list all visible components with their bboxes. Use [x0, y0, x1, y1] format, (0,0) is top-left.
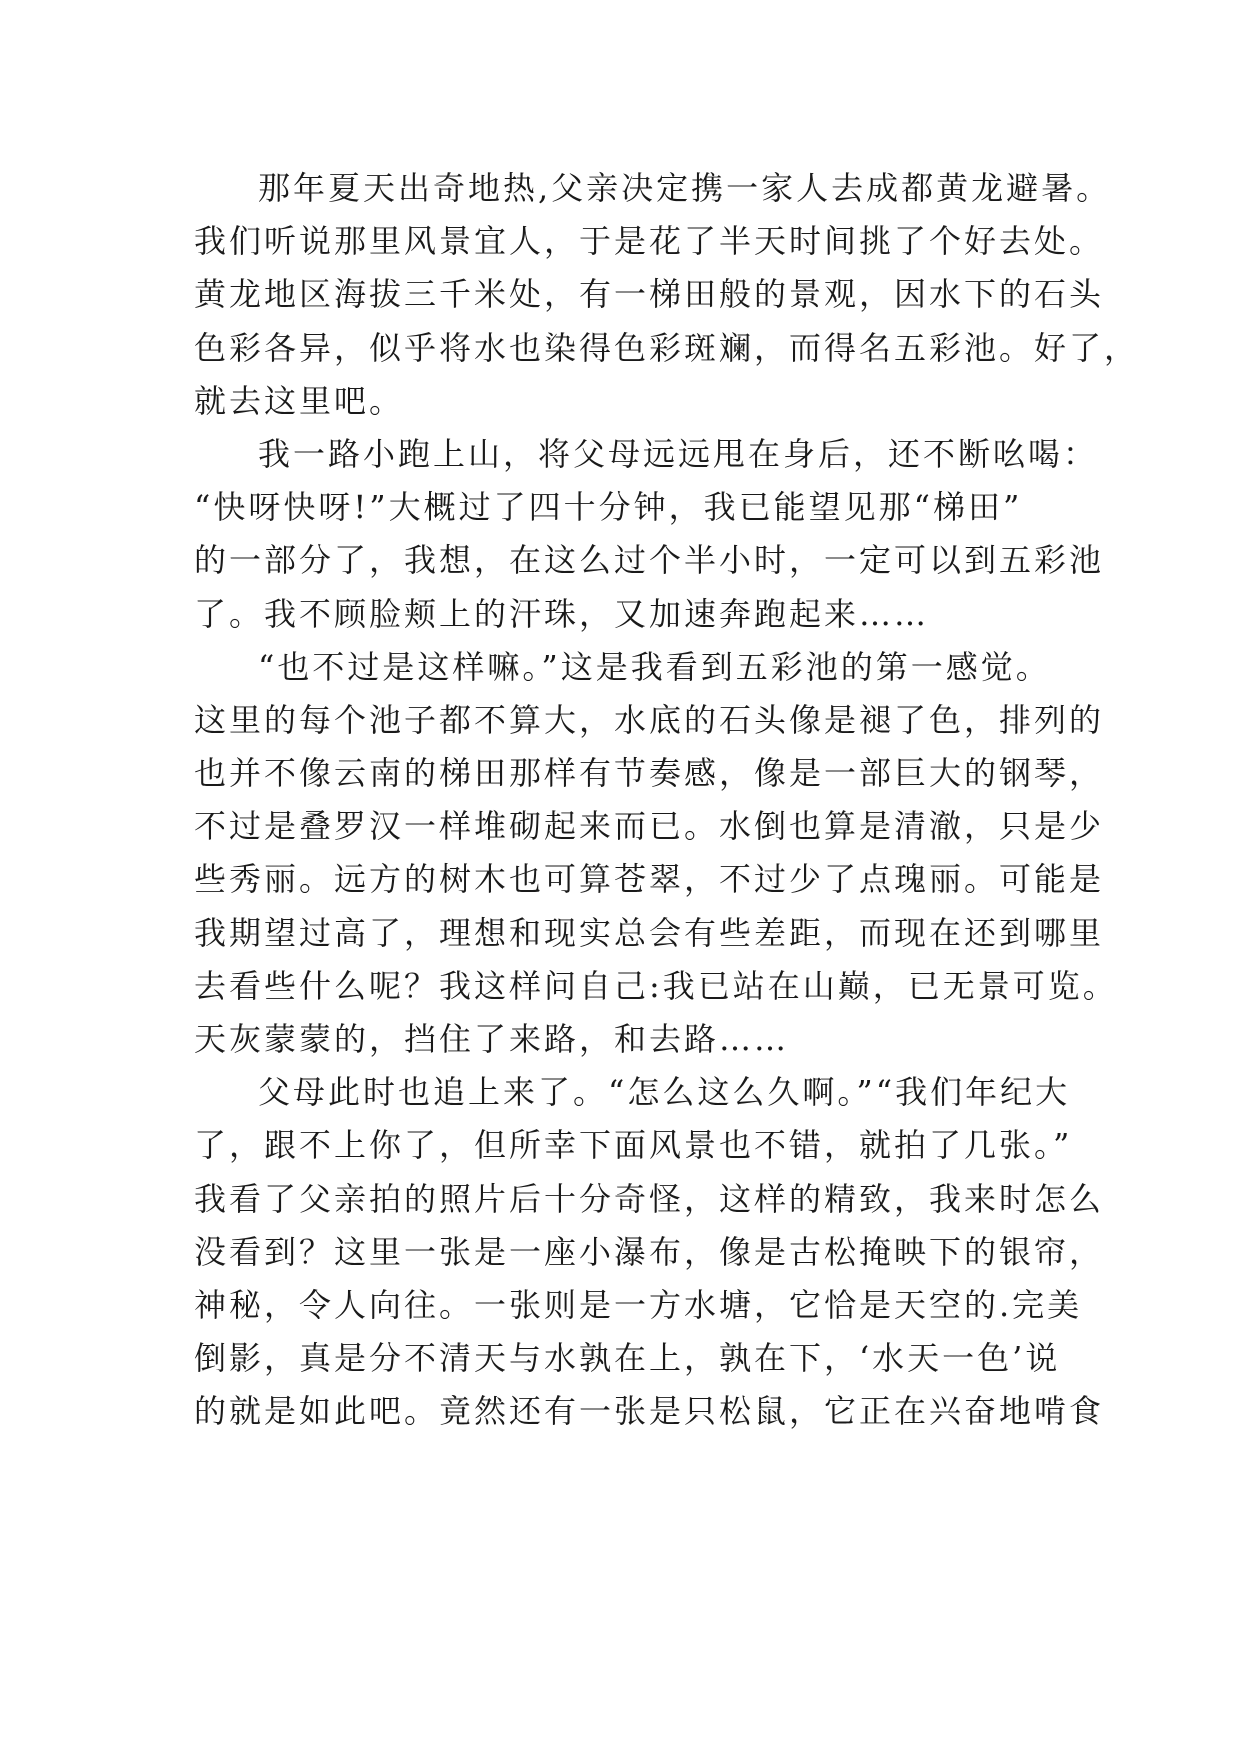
text-line: 神秘，令人向往。一张则是一方水塘，它恰是天空的.完美: [194, 1285, 1083, 1324]
text-line: 我看了父亲拍的照片后十分奇怪，这样的精致，我来时怎么: [194, 1179, 1105, 1218]
text-line: 父母此时也追上来了。“怎么这么久啊。”“我们年纪大: [258, 1073, 1071, 1112]
text-line: 这里的每个池子都不算大，水底的石头像是褪了色，排列的: [194, 700, 1105, 739]
text-line: 倒影，真是分不清天与水孰在上，孰在下，‘水天一色’说: [194, 1339, 1061, 1378]
text-line: 不过是叠罗汉一样堆砌起来而已。水倒也算是清澈，只是少: [194, 807, 1105, 846]
text-line: 黄龙地区海拔三千米处，有一梯田般的景观，因水下的石头: [194, 275, 1105, 314]
text-line: 就去这里吧。: [194, 381, 405, 420]
text-line: “快呀快呀!”大概过了四十分钟，我已能望见那“梯田”: [194, 488, 1023, 527]
text-line: 的一部分了，我想，在这么过个半小时，一定可以到五彩池: [194, 541, 1105, 580]
paragraph: [194, 641, 1118, 1067]
paragraph: [194, 162, 1140, 428]
text-line: 我一路小跑上山，将父母远远甩在身后，还不断吆喝：: [258, 434, 1099, 473]
text-line: 天灰蒙蒙的，挡住了来路，和去路……: [194, 1020, 790, 1058]
text-line: 那年夏天出奇地热,父亲决定携一家人去成都黄龙避暑。: [258, 169, 1112, 207]
document-body: [194, 162, 1140, 1439]
text-line: 的就是如此吧。竟然还有一张是只松鼠，它正在兴奋地啃食: [194, 1392, 1105, 1431]
text-line: 也并不像云南的梯田那样有节奏感，像是一部巨大的钢琴，: [194, 754, 1105, 793]
text-line: 些秀丽。远方的树木也可算苍翠，不过少了点瑰丽。可能是: [194, 860, 1105, 899]
text-line: 我们听说那里风景宜人，于是花了半天时间挑了个好去处。: [194, 222, 1105, 261]
text-line: “也不过是这样嘛。”这是我看到五彩池的第一感觉。: [258, 647, 1051, 686]
text-line: 我期望过高了，理想和现实总会有些差距，而现在还到哪里: [194, 913, 1105, 952]
text-line: 了。我不顾脸颊上的汗珠，又加速奔跑起来……: [194, 594, 930, 633]
paragraph: [194, 1066, 1105, 1438]
text-line: 去看些什么呢？我这样问自己:我已站在山巅，已无景可览。: [194, 966, 1118, 1005]
text-line: 没看到？这里一张是一座小瀑布，像是古松掩映下的银帘，: [194, 1232, 1105, 1271]
text-line: 了，跟不上你了，但所幸下面风景也不错，就拍了几张。”: [194, 1126, 1073, 1165]
text-line: 色彩各异，似乎将水也染得色彩斑斓，而得名五彩池。好了，: [194, 328, 1140, 367]
paragraph: [194, 428, 1105, 641]
